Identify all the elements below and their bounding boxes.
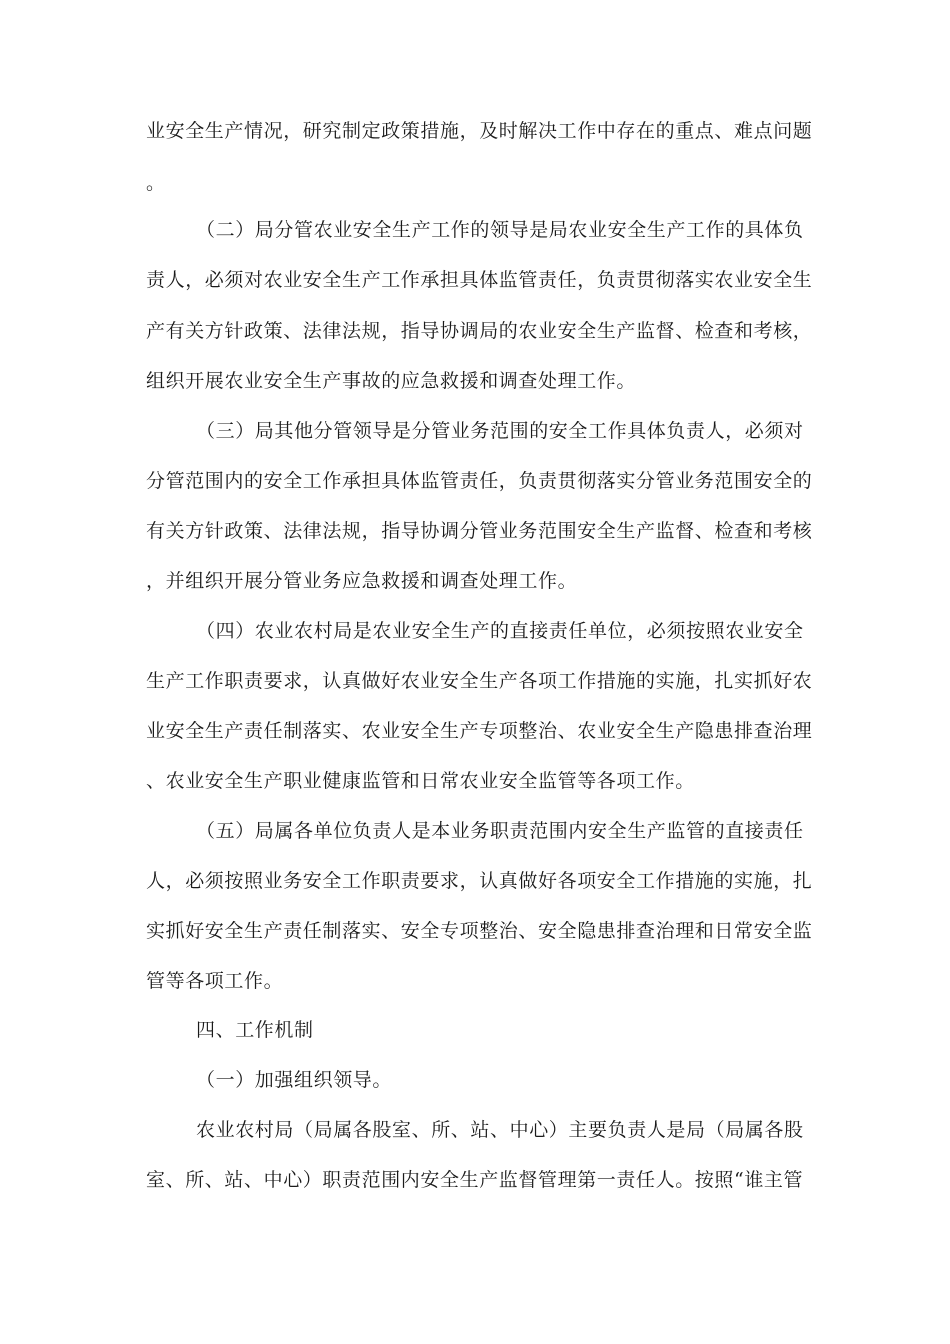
body-text-line: 生产工作职责要求，认真做好农业安全生产各项工作措施的实施，扎实抓好农	[146, 670, 813, 692]
body-text-line: 组织开展农业安全生产事故的应急救援和调查处理工作。	[146, 370, 637, 392]
paragraph-two-start: （二）局分管农业安全生产工作的领导是局农业安全生产工作的具体负	[196, 219, 804, 241]
body-text-line: 管等各项工作。	[146, 970, 284, 992]
body-text-line: 人，必须按照业务安全工作职责要求，认真做好各项安全工作措施的实施，扎	[146, 870, 813, 892]
section-heading: 四、工作机制	[196, 1019, 314, 1041]
body-text-line: 、农业安全生产职业健康监管和日常农业安全监管等各项工作。	[146, 770, 695, 792]
body-text-line: 分管范围内的安全工作承担具体监管责任，负责贯彻落实分管业务范围安全的	[146, 470, 813, 492]
body-text-line: 业安全生产情况，研究制定政策措施，及时解决工作中存在的重点、难点问题	[146, 120, 813, 142]
body-text-line: ，并组织开展分管业务应急救援和调查处理工作。	[146, 570, 578, 592]
body-text-line: 室、所、站、中心）职责范围内安全生产监督管理第一责任人。按照“谁主管	[146, 1169, 804, 1191]
body-text-line: 。	[146, 172, 166, 194]
paragraph-six-start: 农业农村局（局属各股室、所、站、中心）主要负责人是局（局属各股	[196, 1119, 804, 1141]
subsection-heading: （一）加强组织领导。	[196, 1069, 393, 1091]
paragraph-four-start: （四）农业农村局是农业安全生产的直接责任单位，必须按照农业安全	[196, 620, 804, 642]
body-text-line: 有关方针政策、法律法规，指导协调分管业务范围安全生产监督、检查和考核	[146, 520, 813, 542]
paragraph-five-start: （五）局属各单位负责人是本业务职责范围内安全生产监管的直接责任	[196, 820, 804, 842]
body-text-line: 责人，必须对农业安全生产工作承担具体监管责任，负责贯彻落实农业安全生	[146, 269, 813, 291]
paragraph-three-start: （三）局其他分管领导是分管业务范围的安全工作具体负责人，必须对	[196, 420, 804, 442]
body-text-line: 业安全生产责任制落实、农业安全生产专项整治、农业安全生产隐患排查治理	[146, 720, 813, 742]
body-text-line: 实抓好安全生产责任制落实、安全专项整治、安全隐患排查治理和日常安全监	[146, 920, 813, 942]
body-text-line: 产有关方针政策、法律法规，指导协调局的农业安全生产监督、检查和考核，	[146, 320, 813, 342]
